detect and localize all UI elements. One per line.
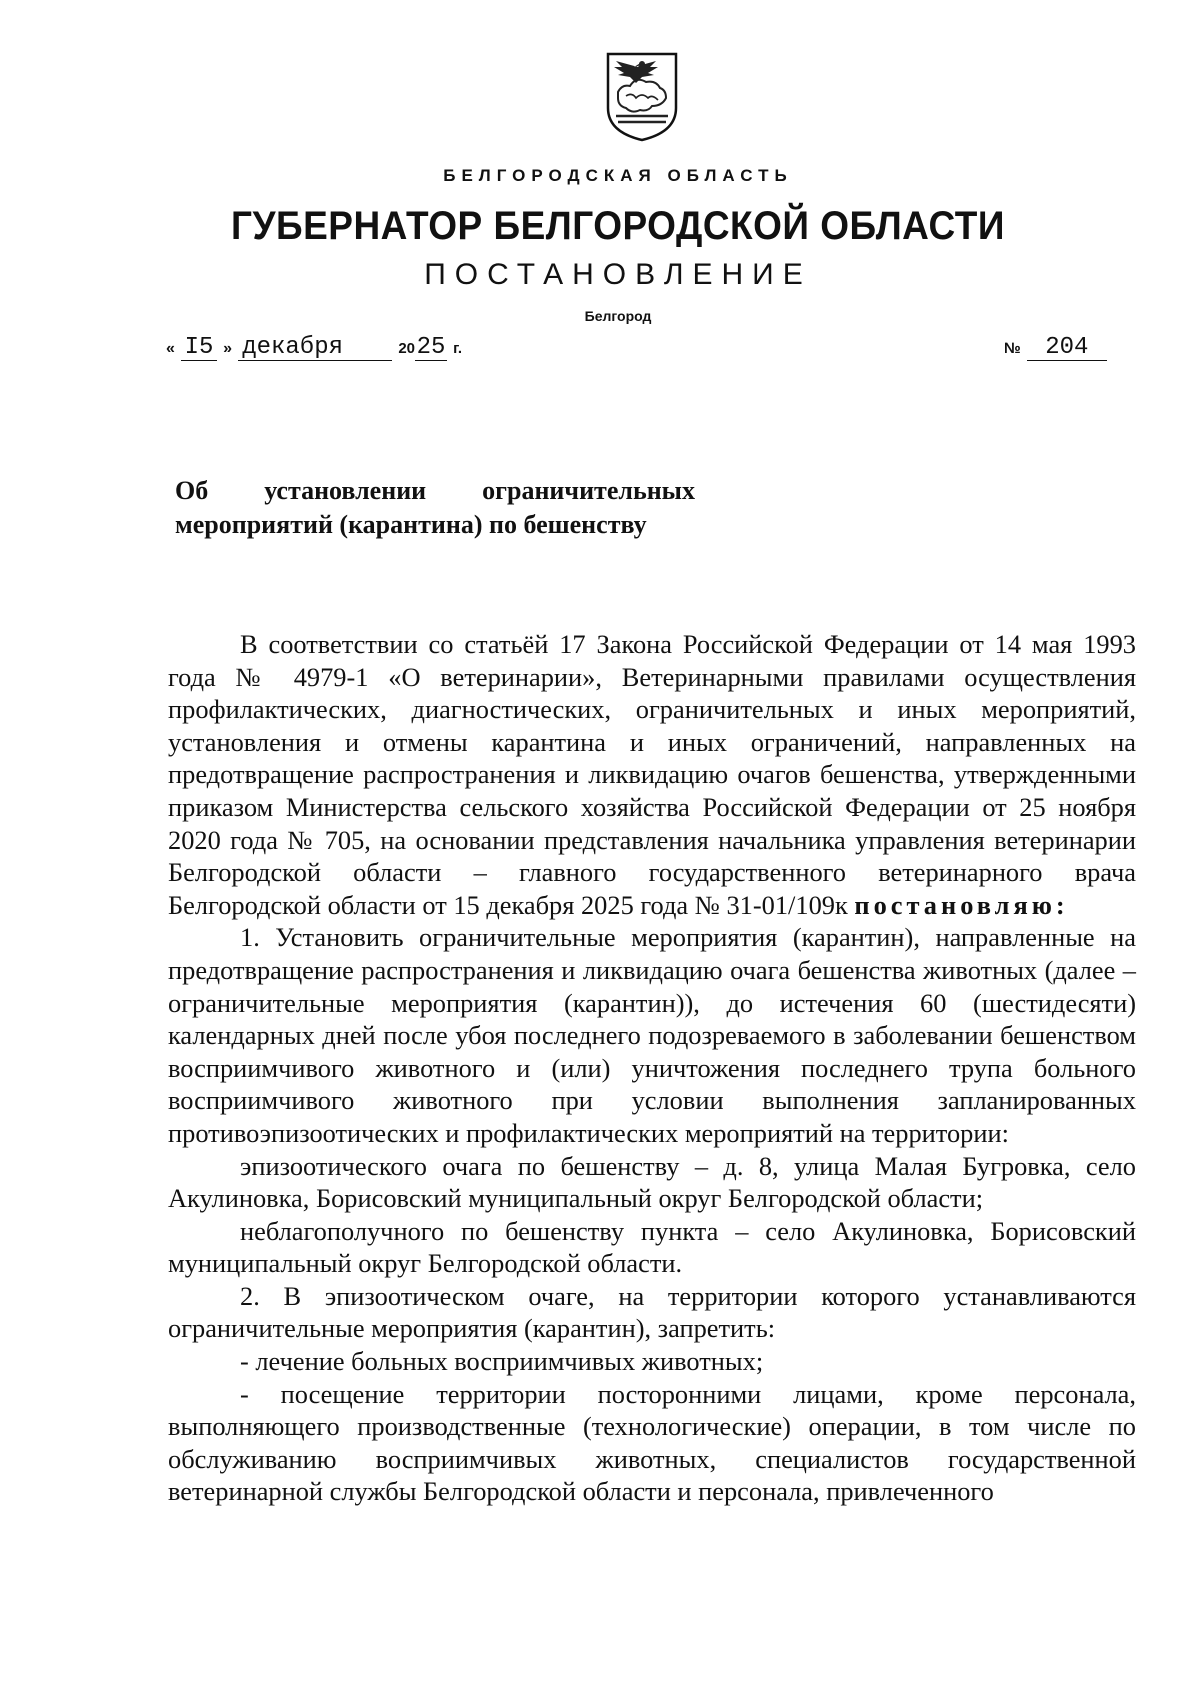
paragraph-point: неблагополучного по бешенству пункта – село Акулиновка, Борисовский муниципальный округ Белгородской области. <box>168 1215 1136 1279</box>
title-line-2: мероприятий (карантина) по бешенству <box>175 510 647 539</box>
document-type-heading: ПОСТАНОВЛЕНИЕ <box>424 258 812 291</box>
region-heading: БЕЛГОРОДСКАЯ ОБЛАСТЬ <box>443 166 793 185</box>
list-item-visits: - посещение территории посторонними лицами, кроме персонала, выполняющего производственные (технологические) операции, в том числе по обслуживанию восприимчивых животных, специалистов государственной ветеринарной службы Белгородской области и персонала, привлеченного <box>168 1378 1136 1507</box>
preamble-text: В соответствии со статьёй 17 Закона Российской Федерации от 14 мая 1993 года № 4979-1 «О ветеринарии», Ветеринарными правилами осуществления профилактических, диагностических, ограничительных и иных мероприятий, установления и отмены карантина и иных ограничений, направленных на предотвращение распространения и ликвидацию очагов бешенства, утвержденными приказом Министерства сельского хозяйства Российской Федерации от 25 ноября 2020 года № 705, на основании представления начальника управления ветеринарии Белгородской области – главного государственного ветеринарного врача Белгородской области от 15 декабря 2025 года № 31-01/109к <box>168 629 1136 920</box>
date-year-suffix: 25 <box>416 334 446 361</box>
paragraph-item-2: 2. В эпизоотическом очаге, на территории которого устанавливаются ограничительные мероприятия (карантин), запретить: <box>168 1280 1136 1344</box>
date-open-quote: « <box>166 340 175 357</box>
list-item-treatment: - лечение больных восприимчивых животных; <box>240 1346 764 1377</box>
date-year-mark: г. <box>453 340 463 357</box>
paragraph-focus: эпизоотического очага по бешенству – д. 8, улица Малая Бугровка, село Акулиновка, Борисовский муниципальный округ Белгородской области; <box>168 1150 1136 1214</box>
date-year-prefix: 20 <box>398 340 415 357</box>
date-month: декабря <box>238 336 392 361</box>
resolve-word: постановляю: <box>854 889 1069 920</box>
title-word: Об <box>175 476 209 505</box>
number-sign: № <box>1004 340 1021 357</box>
document-number <box>1004 333 1107 361</box>
document-body <box>168 628 1136 1508</box>
title-word: ограничительных <box>482 476 695 505</box>
document-title <box>175 474 695 542</box>
title-word: установлении <box>264 476 427 505</box>
date-close-quote: » <box>223 340 233 357</box>
city-label: Белгород <box>584 308 652 324</box>
preamble-paragraph <box>168 628 1136 921</box>
coat-of-arms-emblem <box>604 50 680 142</box>
paragraph-item-1: 1. Установить ограничительные мероприятия (карантин), направленные на предотвращение распространения и ликвидацию очага бешенства животных (далее – ограничительные мероприятия (карантин)), до истечения 60 (шестидесяти) календарных дней после убоя последнего подозреваемого в заболевании бешенством восприимчивого животного и (или) уничтожения последнего трупа больного восприимчивого животного при условии выполнения запланированных противоэпизоотических и профилактических мероприятий на территории: <box>168 922 1136 1148</box>
number-value: 204 <box>1027 336 1107 361</box>
date-day: I5 <box>181 336 217 361</box>
authority-heading: ГУБЕРНАТОР БЕЛГОРОДСКОЙ ОБЛАСТИ <box>231 203 1005 248</box>
date-line <box>166 333 462 361</box>
